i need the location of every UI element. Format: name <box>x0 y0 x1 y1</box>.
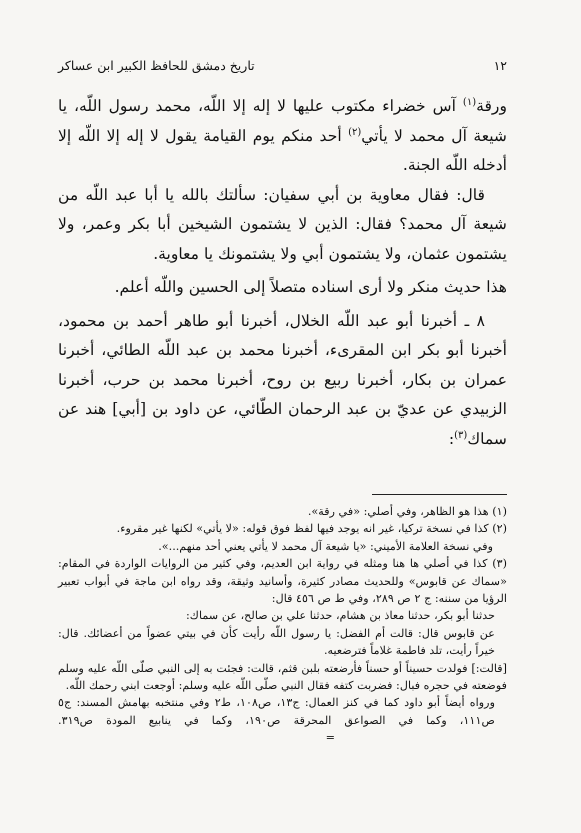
paragraph-2: قال: فقال معاوية بن أبي سفيان: سألتك بالله يا أبا عبد اللّه من شيعة آل محمد؟ فقال: الذين لا يشتمون الشيخين أبا بكر وعمر، ولا يشتمون عثمان، ولا يشتمون أبي ولا يشتمونك يا معاوية. <box>58 185 507 263</box>
paragraph-1 <box>58 92 507 181</box>
page-header <box>58 58 507 78</box>
footnote-3-sources-text: ورواه أيضاً أبو داود كما في كنز العمال: ج١٣، ص١٠٨، ط٢ وفي منتخبه بهامش المسند: ج٥ ص١١١، وكما في الصواعق المحرقة ص١٩٠، وكما في ينابيع المودة ص٣١٩. <box>58 696 495 727</box>
footnote-2: (٢) كذا في نسخة تركيا، غير انه يوجد فيها لفظ فوق قوله: «لا يأتي» لكنها غير مقروء. <box>116 522 507 536</box>
footnote-separator <box>372 494 507 495</box>
main-text <box>58 92 507 454</box>
footnote-3: (٣) كذا في أصلي ها هنا ومثله في رواية ابن العديم، وفي كثير من الروايات الواردة في المقام: «سماك عن قابوس» وللحديث مصادر كثيرة، وأسانيد وثيقة، وقد رواه ابن ماجة في أبواب تعبير الرؤيا من سننه: ج ٢ ص ٢٨٩، وفي ط ص ٤٥٦ قال: <box>58 557 507 606</box>
paragraph-1-part-c: أحد منكم يوم القيامة يقول لا إله إلا اللّه إلا أدخله اللّه الجنة. <box>58 126 507 174</box>
footnote-2-continued: وفي نسخة العلامة الأميني: «يا شيعة آل محمد لا يأتي يعني أحد منهم...». <box>158 539 493 553</box>
footnote-3-narration: [قالت:] فولدت حسيناً أو حسناً فأرضعته بلبن قثم، قالت: فجئت به إلى النبي صلّى اللّه عليه وسلم فوضعته في حجره فبال: فضربت كتفه فقال النبي صلّى اللّه عليه وسلم: أوجعت ابني رحمك اللّه. <box>58 661 507 693</box>
paragraph-1-part-a: ورقة <box>476 97 507 115</box>
paragraph-4-part-b: : <box>448 429 455 448</box>
footnote-ref-1[interactable]: (١) <box>462 96 477 108</box>
footnote-3-sources <box>58 694 507 746</box>
footnote-1: (١) هذا هو الظاهر، وفي أصلي: «في رقة». <box>307 505 507 518</box>
footnote-3-hadith: عن قابوس قال: قالت أم الفضل: يا رسول اللّه رأيت كأن في بيتي عضواً من أعضائك. قال: خيراً رأيت، تلد فاطمة غلاماً فترضعيه. <box>58 626 495 658</box>
footnote-3-isnad: حدثنا أبو بكر، حدثنا معاذ بن هشام، حدثنا علي بن صالح، عن سماك: <box>186 609 495 623</box>
running-title: تاريخ دمشق للحافظ الكبير ابن عساكر <box>58 58 255 73</box>
continuation-mark: = <box>325 731 335 745</box>
footnote-ref-3[interactable]: (٣) <box>454 429 468 441</box>
paragraph-3: هذا حديث منكر ولا أرى اسناده متصلاً إلى الحسين واللّه أعلم. <box>114 278 507 296</box>
footnote-ref-2[interactable]: (٢) <box>348 126 362 138</box>
paragraph-4 <box>58 307 507 455</box>
footnotes <box>58 503 507 747</box>
paragraph-4-part-a: ٨ ـ أخبرنا أبو عبد اللّه الخلال، أخبرنا أبو طاهر أحمد بن محمود، أخبرنا أبو بكر ابن المقرىء، أخبرنا محمد بن عبد اللّه الطائي، أخبرنا عمران بن بكار، أخبرنا ربيع بن روح، أخبرنا محمد بن حرب، أخبرنا الزبيدي عن عديّ بن عبد الرحمان الطّائي، عن داود بن [أبي] هند عن سماك <box>58 311 507 448</box>
page-number: ١٢ <box>493 58 507 73</box>
paragraph-1-part-b: آس خضراء مكتوب عليها لا إله إلا اللّه، محمد رسول اللّه، يا شيعة آل محمد لا يأتي <box>58 97 507 145</box>
